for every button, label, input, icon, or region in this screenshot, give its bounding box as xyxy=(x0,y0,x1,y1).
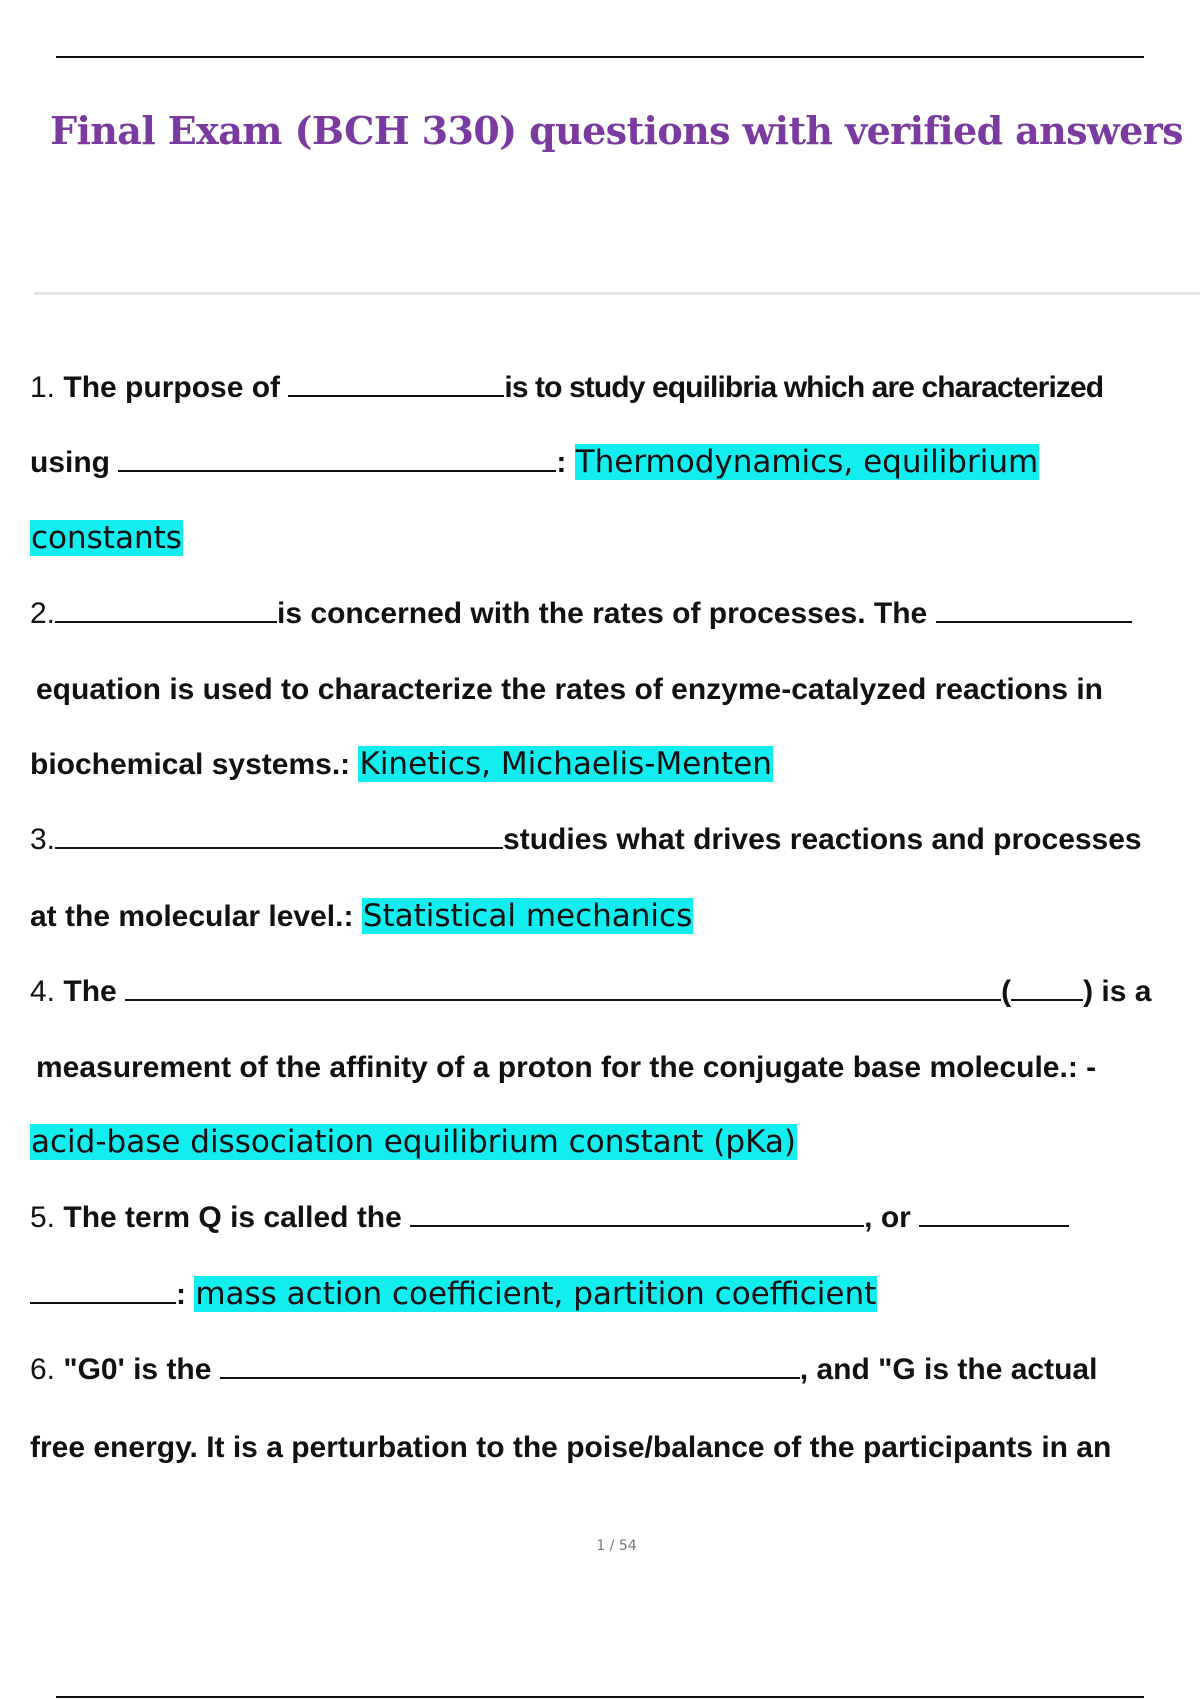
question-1-line-3 xyxy=(30,518,183,559)
question-4-text: The xyxy=(63,975,117,1008)
question-5-line-2 xyxy=(30,1274,877,1315)
question-5-line-1 xyxy=(30,1198,1069,1238)
question-1-text: is to study equilibria which are characterized xyxy=(504,371,1104,404)
bottom-rule xyxy=(56,1696,1144,1698)
question-2-line-3 xyxy=(30,744,773,785)
question-5-text: The term Q is called the xyxy=(63,1201,402,1234)
question-1-line-2 xyxy=(30,442,1039,483)
answer-blank xyxy=(118,446,556,472)
question-6-text: , and "G is the actual xyxy=(799,1353,1098,1386)
question-4-number: 4. xyxy=(30,975,56,1008)
question-6-text: free energy. It is a perturbation to the poise/balance of the participants in an xyxy=(30,1431,1112,1464)
question-1-number: 1. xyxy=(30,371,56,404)
question-2-line-2 xyxy=(36,670,1103,710)
answer-blank xyxy=(30,1278,176,1304)
question-2-text: equation is used to characterize the rates of enzyme-catalyzed reactions in xyxy=(36,673,1104,706)
question-5-number: 5. xyxy=(30,1201,56,1234)
answer-blank xyxy=(410,1201,864,1227)
question-4-text: ) is a xyxy=(1083,975,1152,1008)
question-6-text: "G0' is the xyxy=(63,1353,212,1386)
answer-blank xyxy=(288,371,504,397)
question-4-answer: acid-base dissociation equilibrium constant (pKa) xyxy=(31,1124,796,1160)
answer-blank xyxy=(55,597,277,623)
question-2-text: is concerned with the rates of processes. The xyxy=(277,597,928,630)
answer-blank xyxy=(919,1201,1069,1227)
title-separator xyxy=(34,292,1200,295)
question-4-line-3 xyxy=(30,1122,797,1163)
question-6-line-1 xyxy=(30,1350,1097,1390)
question-1-answer: constants xyxy=(31,520,182,556)
question-4-line-1 xyxy=(30,972,1151,1012)
question-5-answer: mass action coefficient, partition coefficient xyxy=(195,1276,877,1312)
answer-blank xyxy=(936,597,1132,623)
document-title: Final Exam (BCH 330) questions with verified answers xyxy=(50,108,1183,153)
top-rule xyxy=(56,56,1144,58)
answer-blank xyxy=(55,823,503,849)
answer-blank xyxy=(125,975,1001,1001)
answer-blank xyxy=(220,1353,800,1379)
question-1-text: The purpose of xyxy=(63,371,281,404)
question-1-text: : xyxy=(556,446,575,479)
question-3-number: 3. xyxy=(30,823,56,856)
question-4-text: ( xyxy=(1001,975,1012,1008)
question-2-line-1 xyxy=(30,594,1132,634)
question-6-number: 6. xyxy=(30,1353,56,1386)
question-3-text: at the molecular level.: xyxy=(30,900,362,933)
question-1-answer: Thermodynamics, equilibrium xyxy=(575,444,1039,480)
question-2-text: biochemical systems.: xyxy=(30,748,359,781)
question-5-text: , or xyxy=(864,1201,911,1234)
question-3-answer: Statistical mechanics xyxy=(362,898,693,934)
page-indicator: 1 / 54 xyxy=(596,1538,637,1554)
question-3-line-2 xyxy=(30,896,693,937)
answer-blank xyxy=(1011,975,1083,1001)
question-1-text: using xyxy=(30,446,110,479)
question-5-text: : xyxy=(176,1278,195,1311)
question-4-line-2 xyxy=(36,1048,1096,1088)
question-3-line-1 xyxy=(30,820,1142,860)
question-3-text: studies what drives reactions and processes xyxy=(503,823,1142,856)
question-2-number: 2. xyxy=(30,597,56,630)
question-6-line-2 xyxy=(30,1428,1111,1468)
question-1-line-1 xyxy=(30,368,1103,408)
question-2-answer: Kinetics, Michaelis-Menten xyxy=(359,746,772,782)
question-4-text: measurement of the affinity of a proton for the conjugate base molecule.: - xyxy=(36,1051,1097,1084)
